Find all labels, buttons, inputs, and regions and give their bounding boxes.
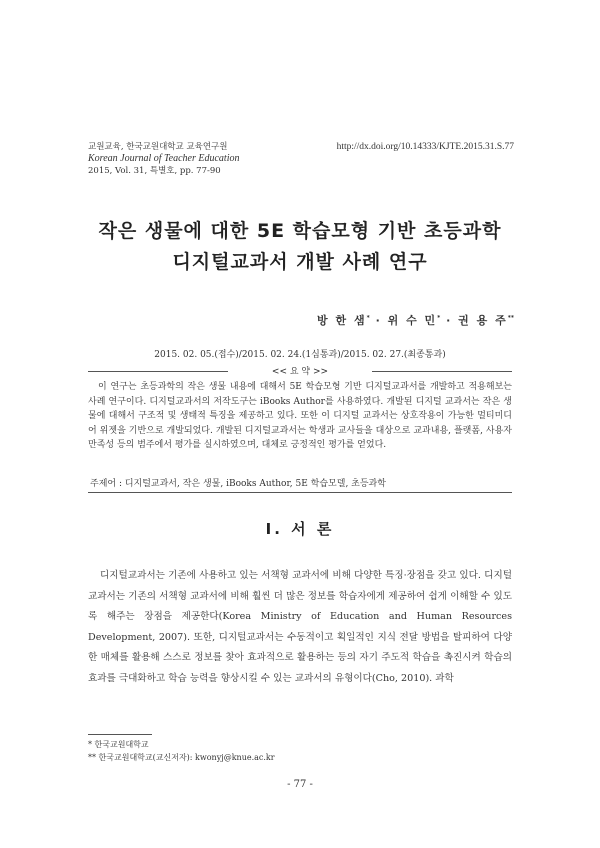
- abstract-body: [88, 380, 512, 453]
- paper-title-line-2: 디지털교과서 개발 사례 연구: [172, 251, 428, 273]
- keywords-divider: [88, 492, 512, 493]
- author-2-mark: *: [437, 314, 441, 322]
- footnote-2: ** 한국교원대학교(교신저자): kwonyj@knue.ac.kr: [88, 753, 275, 762]
- page-number: - 77 -: [287, 779, 313, 790]
- journal-header: [88, 141, 239, 177]
- submission-dates: 2015. 02. 05.(접수)/2015. 02. 24.(1심통과)/2015. 02. 27.(최종통과): [154, 350, 446, 360]
- publisher-line: 교원교육, 한국교원대학교 교육연구원: [88, 142, 228, 152]
- author-separator: ·: [375, 314, 382, 327]
- abstract-heading: [88, 364, 512, 378]
- body-text: [88, 566, 512, 689]
- author-2: 위 수 민: [387, 314, 438, 327]
- abstract-text: 이 연구는 초등과학의 작은 생물 내용에 대해서 5E 학습모형 기반 디지털교과서를 개발하고 적용해보는 사례 연구이다. 디지털교과서의 저작도구는 iBooks Author를 사용하였다. 개발된 디지털 교과서는 작은 생물에 대해서 구조적 및 생태적 특징을 제공하고 있다. 또한 이 디지털 교과서는 상호작용이 가능한 멀티미디어 위젯을 기반으로 개발되었다. 개발된 디지털교과서는 학생과 교사들을 대상으로 교과내용, 플랫폼, 사용자 만족성 등의 범주에서 평가를 실시하였으며, 대체로 긍정적인 평가를 얻었다.: [88, 382, 512, 451]
- abstract-rule-right: [372, 371, 512, 372]
- volume-line: 2015, Vol. 31, 특별호, pp. 77-90: [88, 166, 221, 176]
- keywords: 주제어 : 디지털교과서, 작은 생물, iBooks Author, 5E 학습모델, 초등과학: [90, 479, 386, 489]
- doi-link[interactable]: http://dx.doi.org/10.14333/KJTE.2015.31.S.77: [336, 142, 514, 152]
- footnote-1: * 한국교원대학교: [88, 740, 149, 749]
- section-heading-introduction: Ⅰ. 서 론: [265, 520, 335, 538]
- paper-title-line-1: 작은 생물에 대한 5E 학습모형 기반 초등과학: [98, 220, 502, 242]
- author-1: 방 한 샘: [317, 314, 367, 327]
- intro-paragraph: 디지털교과서는 기존에 사용하고 있는 서책형 교과서에 비해 다양한 특징·장점을 갖고 있다. 디지털교과서는 기존의 서책형 교과서에 비해 훨씬 더 많은 정보를 학습자에게 제공하여 쉽게 이해할 수 있도록 해주는 장점을 제공한다(Korea Ministry of Education and Human Resources Development, 2007). 또한, 디지털교과서는 수동적이고 획일적인 지식 전달 방법을 탈피하여 다양한 매체를 활용해 스스로 정보를 찾아 효과적으로 활용하는 등의 자기 주도적 학습을 촉진시켜 학습의 효과를 극대화하고 학습 능력을 향상시킬 수 있는 교과서의 유형이다(Cho, 2010). 과학: [88, 570, 512, 684]
- author-3-mark: **: [507, 314, 514, 322]
- journal-name: Korean Journal of Teacher Education: [88, 153, 240, 164]
- author-1-mark: *: [366, 314, 370, 322]
- author-separator: ·: [446, 314, 453, 327]
- author-list: [317, 312, 514, 328]
- footnote-divider: [88, 734, 152, 735]
- abstract-heading-label: << 요 약 >>: [271, 367, 329, 377]
- author-3: 권 용 주: [458, 314, 508, 327]
